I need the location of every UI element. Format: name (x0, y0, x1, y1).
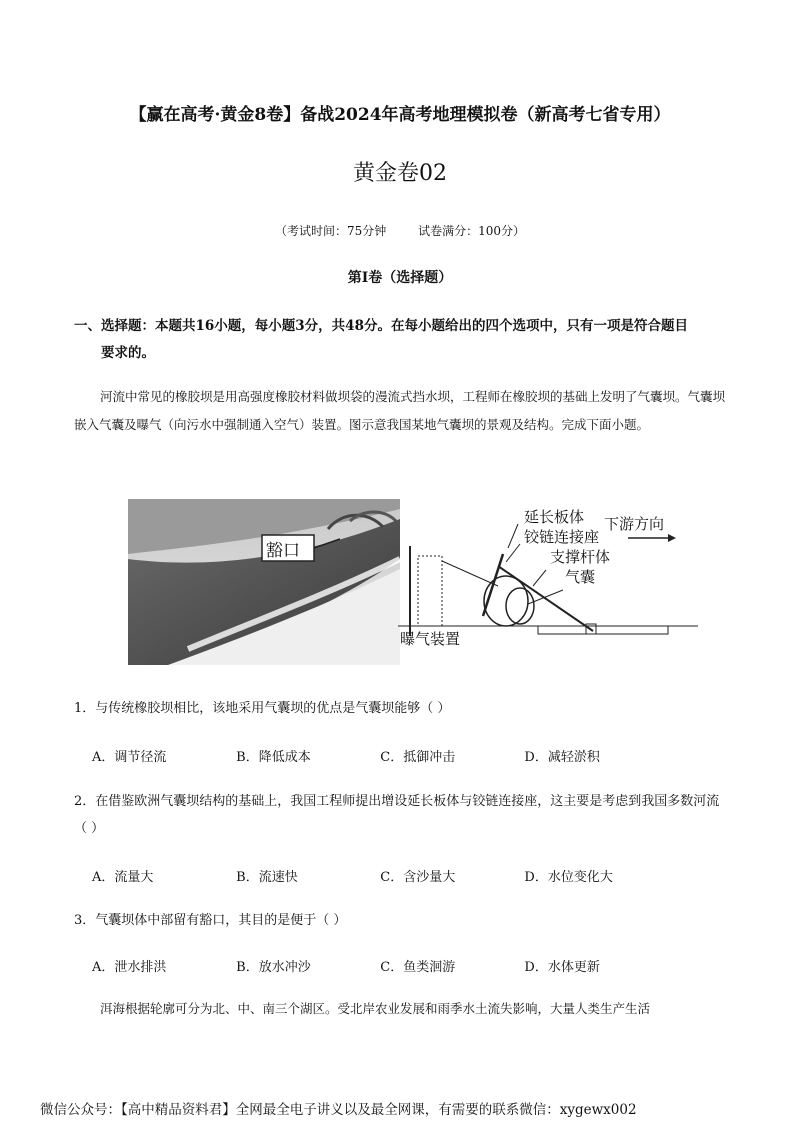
question-3-options (92, 956, 622, 975)
q3-option-d[interactable]: D．水体更新 (524, 960, 600, 975)
leader-4 (528, 590, 563, 604)
aerator-box (418, 556, 442, 626)
q1-option-c[interactable]: C．抵御冲击 (380, 750, 456, 765)
label-downstream: 下游方向 (604, 515, 665, 533)
leader-3 (533, 570, 546, 586)
q3-option-a[interactable]: A．泄水排洪 (92, 960, 167, 975)
question-2-options (92, 866, 635, 885)
q2-option-d[interactable]: D．水位变化大 (524, 870, 613, 885)
label-airbag: 气囊 (565, 568, 596, 586)
label-extension-plate: 延长板体 (524, 508, 585, 526)
question-3-stem: 3．气囊坝体中部留有豁口，其目的是便于（ ） (74, 913, 347, 928)
volume-heading: 第Ⅰ卷（选择题） (347, 270, 453, 286)
exam-score: 试卷满分：100分） (418, 224, 525, 238)
direction-arrow-head (668, 534, 676, 542)
water-surface (442, 561, 498, 586)
dam-photo-image (128, 499, 400, 665)
extension-plate (483, 554, 503, 616)
section-line-2: 要求的。 (101, 345, 155, 361)
exam-meta (0, 222, 800, 239)
label-support-rod: 支撑杆体 (550, 548, 611, 566)
paper-title: 【赢在高考·黄金8卷】备战2024年高考地理模拟卷（新高考七省专用） (129, 105, 671, 125)
q2-option-c[interactable]: C．含沙量大 (380, 870, 456, 885)
leader-1 (508, 524, 518, 548)
question-1-options (92, 746, 622, 765)
exam-time: （考试时间：75分钟 (274, 224, 387, 238)
q1-option-d[interactable]: D．减轻淤积 (524, 750, 600, 765)
q3-option-b[interactable]: B．放水冲沙 (236, 960, 311, 975)
paper-subtitle: 黄金卷02 (353, 161, 447, 186)
dam-photo (128, 499, 400, 665)
q1-option-a[interactable]: A．调节径流 (92, 750, 167, 765)
airbag-right (506, 588, 534, 624)
q2-option-b[interactable]: B．流速快 (236, 870, 298, 885)
section-instructions (74, 313, 734, 367)
passage-airbag-dam: 河流中常见的橡胶坝是用高强度橡胶材料做坝袋的漫流式挡水坝，工程师在橡胶坝的基础上发明了气囊坝。气囊坝嵌入气囊及曝气（向污水中强制通入空气）装置。图示意我国某地气囊坝的景观及结构。完成下面小题。 (74, 389, 726, 432)
q1-option-b[interactable]: B．降低成本 (236, 750, 311, 765)
photo-label-gap: 豁口 (266, 541, 300, 561)
passage-erhai: 洱海根据轮廓可分为北、中、南三个湖区。受北岸农业发展和雨季水土流失影响，大量人类生产生活 (100, 1001, 651, 1016)
label-aerator: 曝气装置 (400, 630, 461, 648)
section-line-1: 一、选择题：本题共16小题，每小题3分，共48分。在每小题给出的四个选项中，只有一项是符合题目 (74, 318, 688, 334)
footer-note: 微信公众号：【高中精品资料君】全网最全电子讲义以及最全网课，有需要的联系微信：xygewx002 (40, 1102, 637, 1118)
question-2-stem: 2．在借鉴欧洲气囊坝结构的基础上，我国工程师提出增设延长板体与铰链连接座，这主要是考虑到我国多数河流（ ） (74, 794, 720, 836)
label-hinge-seat: 铰链连接座 (524, 528, 600, 546)
q3-option-c[interactable]: C．鱼类洄游 (380, 960, 456, 975)
q2-option-a[interactable]: A．流量大 (92, 870, 154, 885)
question-1-stem: 1．与传统橡胶坝相比，该地采用气囊坝的优点是气囊坝能够（ ） (74, 701, 451, 716)
base-plate (538, 626, 668, 634)
